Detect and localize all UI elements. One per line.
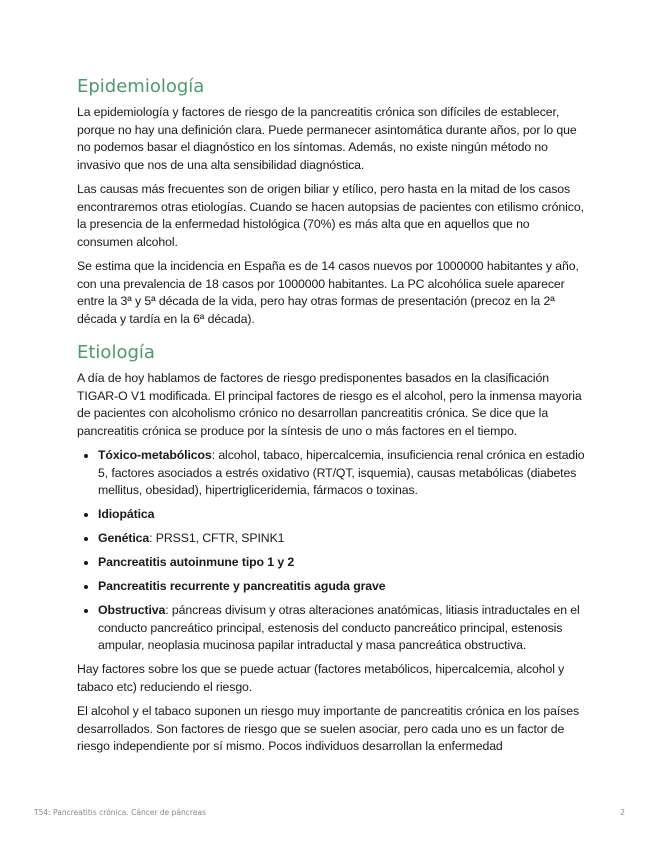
list-item-text: : alcohol, tabaco, hipercalcemia, insuficiencia renal crónica en estadio 5, factores asociados a estrés oxidativo (RT/QT, isquemia), causas metabólicas (diabetes mellitus, obesidad), hipertrigliceridemia, fármacos o toxinas.	[98, 448, 585, 497]
list-item	[98, 506, 585, 524]
list-item-term: Idiopática	[98, 507, 155, 521]
list-item	[98, 602, 585, 655]
list-item-term: Genética	[98, 531, 150, 545]
section-heading-etiologia: Etiología	[77, 342, 155, 363]
list-item-term: Obstructiva	[98, 603, 166, 617]
list-item	[98, 554, 585, 572]
list-item-text: : páncreas divisum y otras alteraciones anatómicas, litiasis intraductales en el conducto pancreático principal, estenosis del conducto pancreático principal, estenosis ampular, neoplasia mucinosa papilar intraductal y masa pancreática obstructiva.	[98, 603, 580, 652]
list-item-term: Pancreatitis recurrente y pancreatitis aguda grave	[98, 579, 386, 593]
section-heading-epidemiologia: Epidemiología	[77, 76, 205, 97]
risk-factor-list	[77, 447, 585, 655]
paragraph: El alcohol y el tabaco suponen un riesgo muy importante de pancreatitis crónica en los países desarrollados. Son factores de riesgo que se suelen asociar, pero cada uno es un factor de riesgo independiente por sí mismo. Pocos individuos desarrollan la enfermedad	[77, 704, 580, 753]
list-item-term: Tóxico-metabólicos	[98, 448, 212, 462]
list-item	[98, 447, 585, 500]
footer-title: T54: Pancreatitis crónica. Cáncer de páncreas	[34, 808, 206, 817]
paragraph: Las causas más frecuentes son de origen biliar y etílico, pero hasta en la mitad de los casos encontraremos otras etiologías. Cuando se hacen autopsias de pacientes con etilismo crónico, la presencia de la enfermedad histológica (70%) es más alta que en aquellos que no consumen alcohol.	[77, 182, 584, 249]
paragraph: Se estima que la incidencia en España es de 14 casos nuevos por 1000000 habitantes y año, con una prevalencia de 18 casos por 1000000 habitantes. La PC alcohólica suele aparecer entre la 3ª y 5ª década de la vida, pero hay otras formas de presentación (precoz en la 2ª década y tardía en la 6ª década).	[77, 259, 579, 326]
document-page	[77, 76, 585, 763]
paragraph: Hay factores sobre los que se puede actuar (factores metabólicos, hipercalcemia, alcohol y tabaco etc) reduciendo el riesgo.	[77, 662, 565, 694]
list-item-term: Pancreatitis autoinmune tipo 1 y 2	[98, 555, 295, 569]
list-item-text: : PRSS1, CFTR, SPINK1	[149, 531, 285, 545]
list-item	[98, 578, 585, 596]
list-item	[98, 530, 585, 548]
page-footer	[34, 808, 625, 817]
paragraph: La epidemiología y factores de riesgo de la pancreatitis crónica son difíciles de establecer, porque no hay una definición clara. Puede permanecer asintomática durante años, por lo que no podemos basar el diagnóstico en los síntomas. Además, no existe ningún método no invasivo que nos de una alta sensibilidad diagnóstica.	[77, 105, 577, 172]
page-number: 2	[620, 808, 625, 817]
paragraph: A día de hoy hablamos de factores de riesgo predisponentes basados en la clasificación TIGAR-O V1 modificada. El principal factores de riesgo es el alcohol, pero la inmensa mayoria de pacientes con alcoholismo crónico no desarrollan pancreatitis crónica. Se dice que la pancreatitis crónica se produce por la síntesis de uno o más factores en el tiempo.	[77, 371, 582, 438]
